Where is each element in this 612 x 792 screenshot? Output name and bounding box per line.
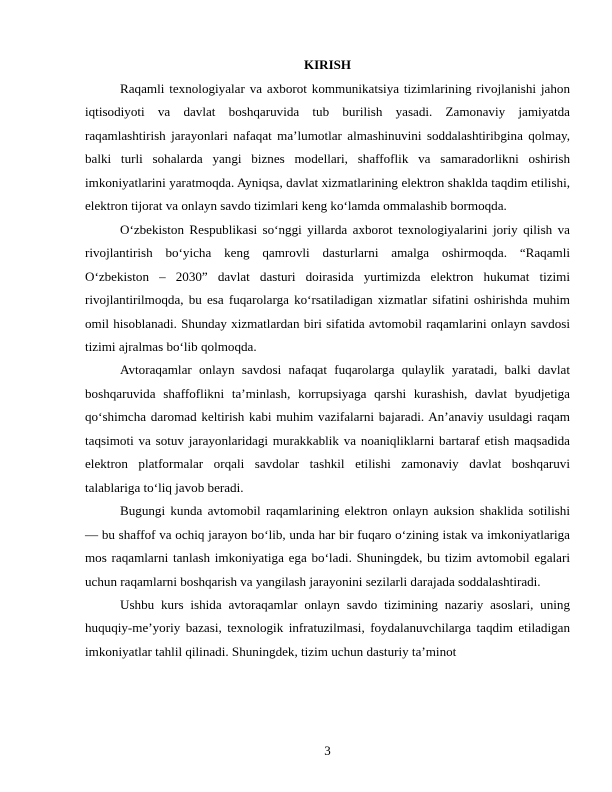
paragraph: Ushbu kurs ishida avtoraqamlar onlayn savdo tizimining nazariy asoslari, uning huquqiy-me’yoriy bazasi, texnologik infratuzilmasi, foydalanuvchilarga taqdim etiladigan imkoniyatlar tahlil qilinadi. Shuningdek, tizim uchun dasturiy ta’minot [85, 596, 570, 659]
body-text [85, 77, 570, 663]
page-number: 3 [324, 743, 331, 758]
paragraph: Raqamli texnologiyalar va axborot kommunikatsiya tizimlarining rivojlanishi jahon iqtisodiyoti va davlat boshqaruvida tub burilish yasadi. Zamonaviy jamiyatda raqamlashtirish jarayonlari nafaqat ma’lumotlar almashinuvini soddalashtiribgina qolmay, balki turli sohalarda yangi biznes modellari, shaffoflik va samaradorlikni oshirish imkoniyatlarini yaratmoqda. Ayniqsa, davlat xizmatlarining elektron shaklda taqdim etilishi, elektron tijorat va onlayn savdo tizimlari keng ko‘lamda ommalashib bormoqda. [85, 81, 570, 214]
paragraph: O‘zbekiston Respublikasi so‘nggi yillarda axborot texnologiyalarini joriy qilish va rivojlantirish bo‘yicha keng qamrovli dasturlarni amalga oshirmoqda. “Raqamli O‘zbekiston – 2030” davlat dasturi doirasida yurtimizda elektron hukumat tizimi rivojlantirilmoqda, bu esa fuqarolarga ko‘rsatiladigan xizmatlar sifatini oshirishda muhim omil hisoblanadi. Shunday xizmatlardan biri sifatida avtomobil raqamlarini onlayn savdosi tizimi ajralmas bo‘lib qolmoqda. [85, 221, 570, 354]
paragraph: Bugungi kunda avtomobil raqamlarining elektron onlayn auksion shaklida sotilishi — bu shaffof va ochiq jarayon bo‘lib, unda har bir fuqaro o‘zining istak va imkoniyatlariga mos raqamlarni tanlash imkoniyatiga ega bo‘ladi. Shuningdek, bu tizim avtomobil egalari uchun raqamlarni boshqarish va yangilash jarayonini sezilarli darajada soddalashtiradi. [85, 503, 570, 589]
paragraph: Avtoraqamlar onlayn savdosi nafaqat fuqarolarga qulaylik yaratadi, balki davlat boshqaruvida shaffoflikni ta’minlash, korrupsiyaga qarshi kurashish, davlat byudjetiga qo‘shimcha daromad keltirish kabi muhim vazifalarni bajaradi. An’anaviy usuldagi raqam taqsimoti va sotuv jarayonlaridagi murakkablik va noaniqliklarni bartaraf etish maqsadida elektron platformalar orqali savdolar tashkil etilishi zamonaviy davlat boshqaruvi talablariga to‘liq javob beradi. [85, 362, 570, 495]
section-title: KIRISH [304, 57, 351, 72]
